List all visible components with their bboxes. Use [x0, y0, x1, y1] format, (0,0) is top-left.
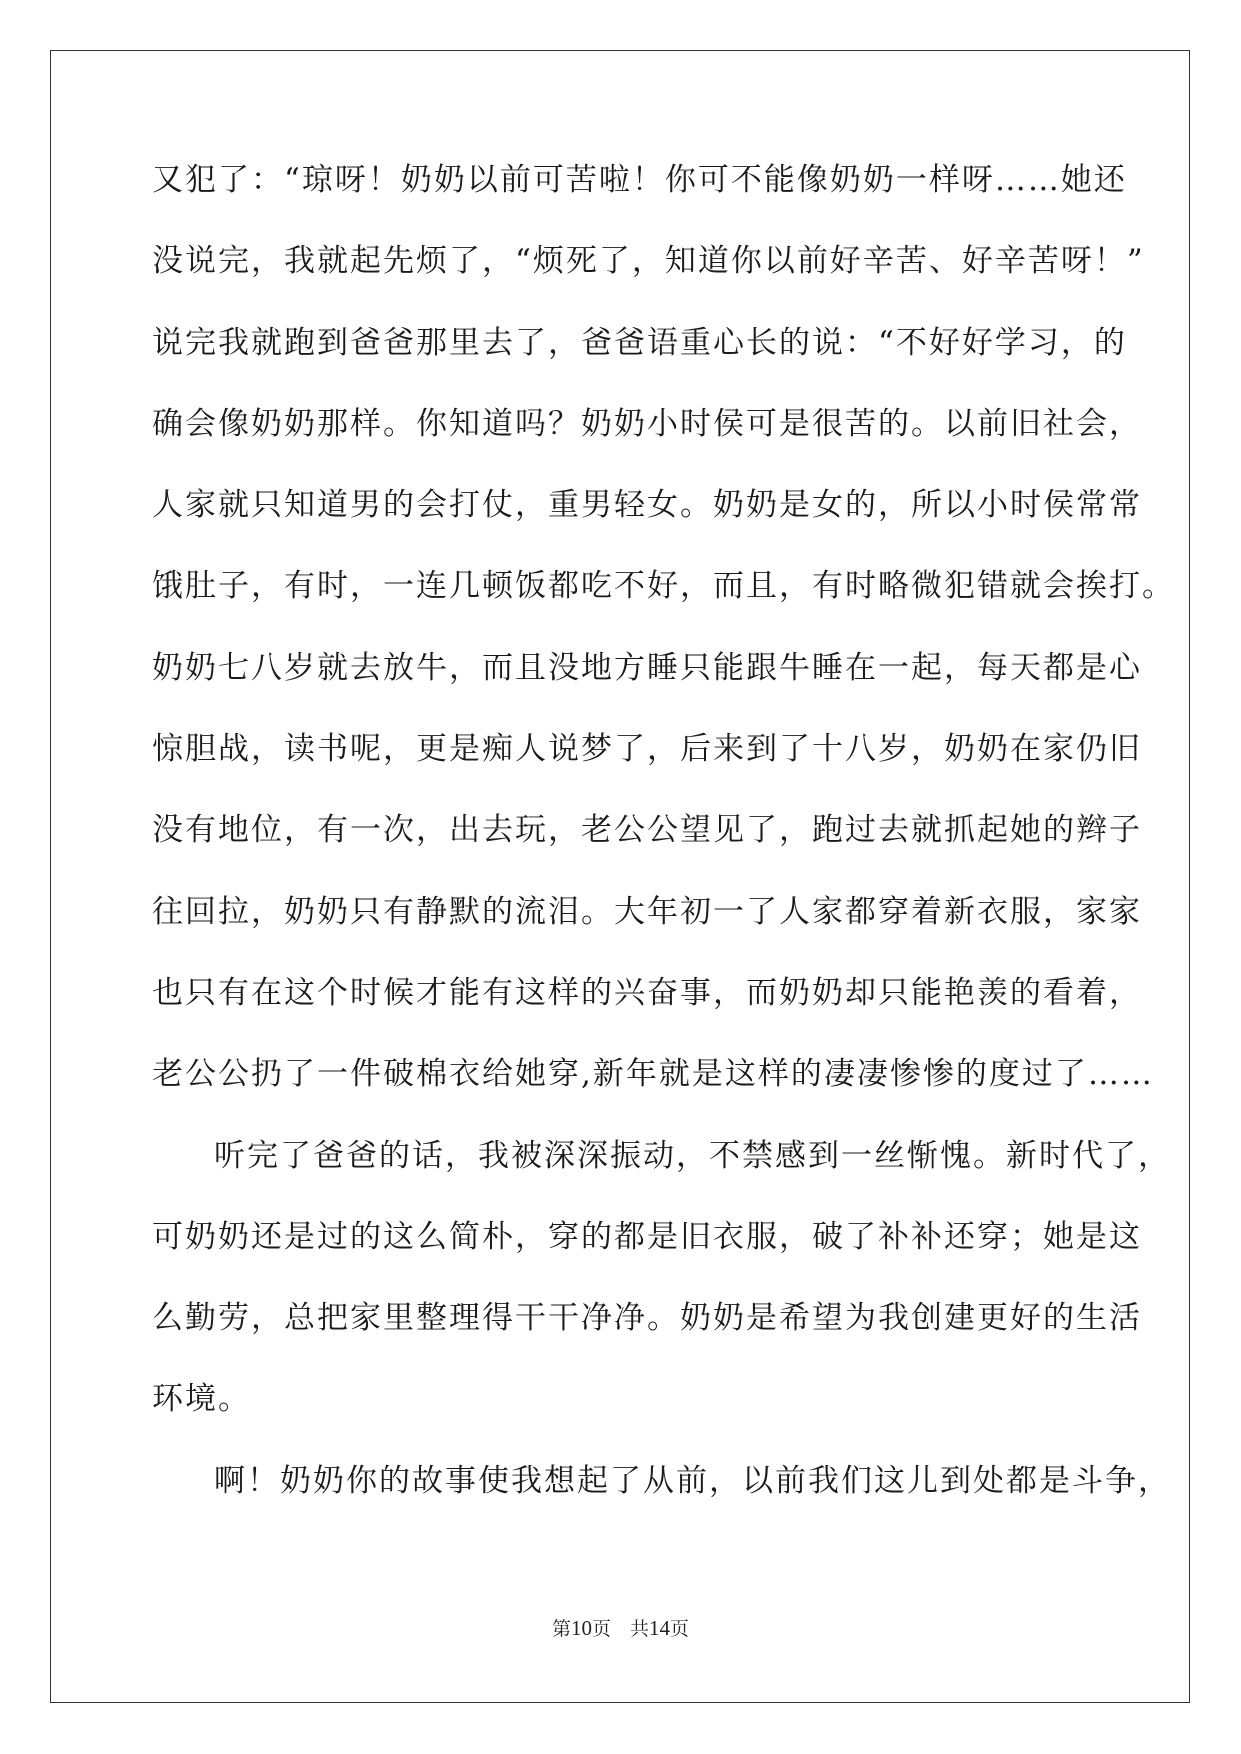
- text-line: 说完我就跑到爸爸那里去了，爸爸语重心长的说：“不好好学习，的: [152, 324, 1127, 361]
- footer-prefix: 第: [551, 1618, 571, 1640]
- current-page-number: 10: [570, 1616, 592, 1640]
- text-line: 又犯了：“琼呀！奶奶以前可苦啦！你可不能像奶奶一样呀……她还: [152, 162, 1127, 198]
- text-line: 环境。: [152, 1381, 251, 1418]
- text-line: 老公公扔了一件破棉衣给她穿,新年就是这样的凄凄惨惨的度过了……: [152, 1056, 1154, 1093]
- text-line: 往回拉，奶奶只有静默的流泪。大年初一了人家都穿着新衣服，家家: [152, 893, 1142, 930]
- paragraph-first-line: 听完了爸爸的话，我被深深振动，不禁感到一丝惭愧。新时代了，: [214, 1137, 1171, 1174]
- text-line: 也只有在这个时候才能有这样的兴奋事，而奶奶却只能艳羡的看着，: [152, 974, 1142, 1011]
- paragraph-first-line: 啊！奶奶你的故事使我想起了从前，以前我们这儿到处都是斗争，: [214, 1462, 1171, 1499]
- text-line: 没说完，我就起先烦了，“烦死了，知道你以前好辛苦、好辛苦呀！”: [152, 243, 1145, 280]
- document-body: [152, 160, 1175, 1542]
- text-line: 确会像奶奶那样。你知道吗？奶奶小时侯可是很苦的。以前旧社会，: [152, 405, 1142, 442]
- text-line: 饿肚子，有时，一连几顿饭都吃不好，而且，有时略微犯错就会挨打。: [152, 568, 1175, 605]
- footer-mid: 页 共: [591, 1618, 649, 1640]
- total-page-number: 14: [649, 1616, 670, 1640]
- text-line: 惊胆战，读书呢，更是痴人说梦了，后来到了十八岁，奶奶在家仍旧: [152, 731, 1142, 768]
- text-line: 可奶奶还是过的这么简朴，穿的都是旧衣服，破了补补还穿；她是这: [152, 1218, 1142, 1255]
- text-line: 没有地位，有一次，出去玩，老公公望见了，跑过去就抓起她的辫子: [152, 812, 1142, 849]
- text-line: 奶奶七八岁就去放牛，而且没地方睡只能跟牛睡在一起，每天都是心: [152, 649, 1142, 686]
- text-line: 么勤劳，总把家里整理得干干净净。奶奶是希望为我创建更好的生活: [152, 1300, 1142, 1337]
- page-footer: [0, 1614, 1241, 1641]
- footer-suffix: 页: [670, 1618, 690, 1640]
- text-line: 人家就只知道男的会打仗，重男轻女。奶奶是女的，所以小时侯常常: [152, 487, 1142, 524]
